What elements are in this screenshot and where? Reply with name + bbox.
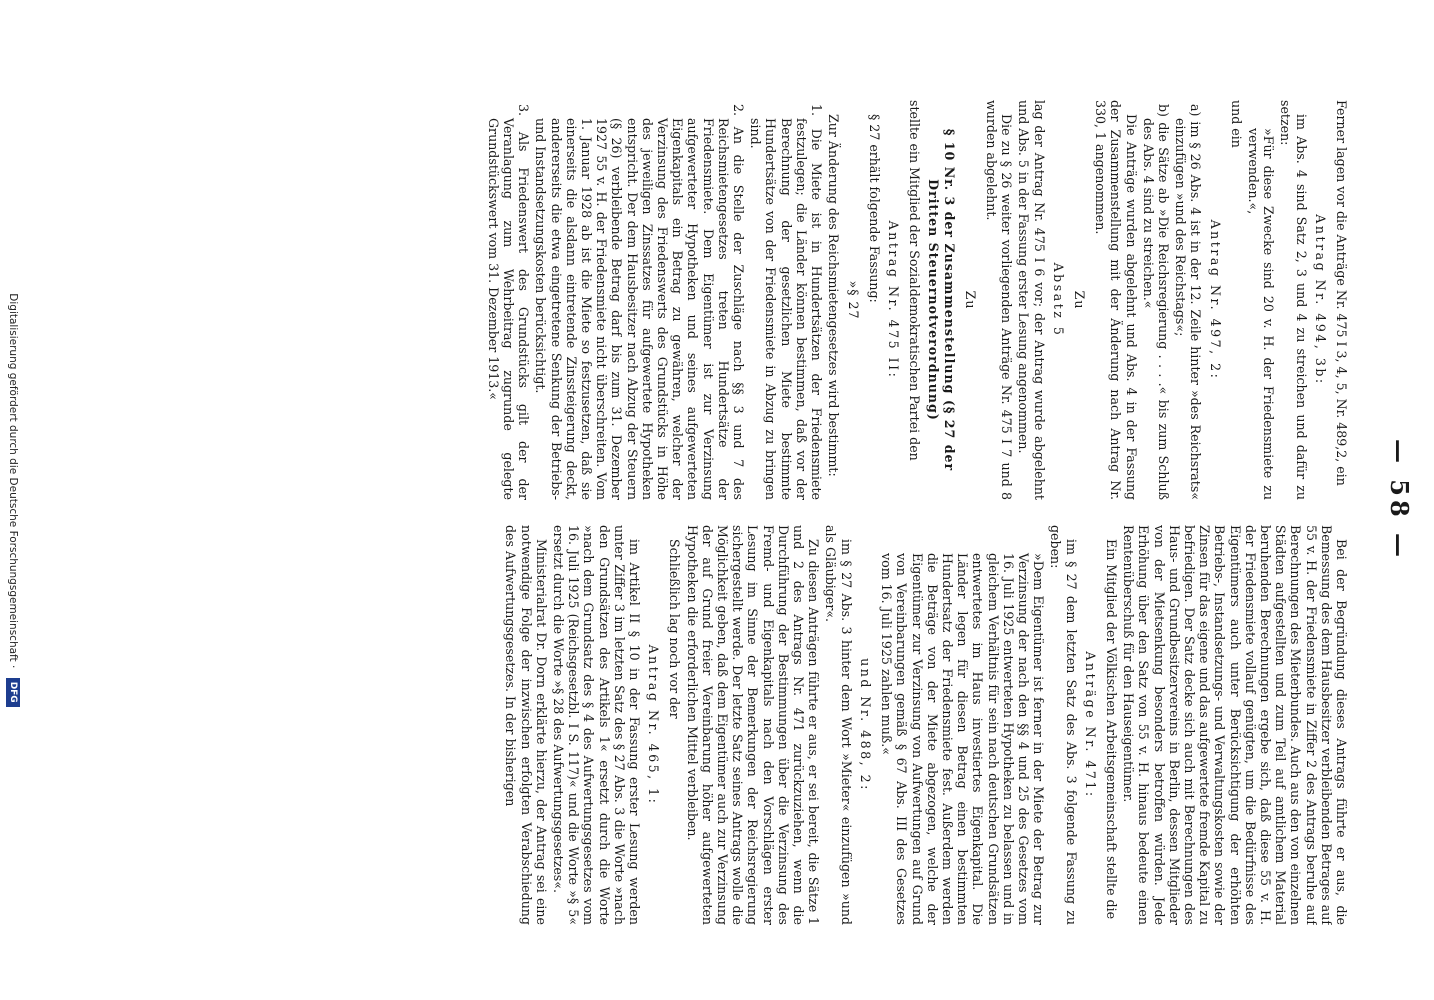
section-heading: § 10 Nr. 3 der Zusammenstellung (§ 27 der Dritten Steuernotverordnung) <box>926 128 957 472</box>
paragraph: Zur Änderung des Reichsmietengesetzes wird bestimmt: <box>826 114 842 477</box>
paragraph: Die Anträge wurden abgelehnt und Abs. 4 in der Fassung der Zusammenstellung mit der Änderung nach Antrag Nr. 330, 1 angenommen. <box>1093 100 1139 500</box>
paragraph: Zu diesen Anträgen führte er aus, er sei bereit, die Sätze 1 und 2 des Antrags Nr. 471 zurückzuziehen, wenn die Durchführung der Bestimmungen über die Verzinsung des Fremd- und Eigenkapitals nach den Vorschlägen erster Lesung im Sinne der Bemerkungen der Reichsregierung sichergestellt werde. Der letzte Satz seines Antrags wolle die Möglichkeit geben, daß dem Eigentümer auch zur Verzinsung der auf Grund freier Vereinbarung höher aufgewerteten Hypotheken die erforderlichen Mittel verbleiben. <box>684 525 822 925</box>
motion-heading: Antrag Nr. 494, 3b: <box>1312 214 1328 386</box>
quotation: »Dem Eigentümer ist ferner in der Miete der Betrag zur Verzinsung der nach den §§ 4 und 25 des Gesetzes vom 16. Juli 1925 entwerteten Hypotheken zu belassen und in gleichem Verhältnis für sein nach deutschen Grundsätzen entwertetes im Haus investiertes Eigenkapital. Die Länder legen für diesen Betrag einen bestimmten Hundertsatz der Friedensmiete fest. Außerdem werden die Beträge von der Miete abgezogen, welche der Eigentümer zur Verzinsung von Aufwertungen auf Grund von Vereinbarungen gemäß § 67 Abs. III des Gesetzes vom 16. Juli 1925 zahlen muß.« <box>879 553 1047 925</box>
list-item: 2. An die Stelle der Zuschläge nach §§ 3 und 7 des Reichsmietengesetzes treten Hundertsätze der Friedensmiete. Dem Eigentümer ist zur Verzinsung aufgewerteter Hypotheken und seines aufgewerteten Eigenkapitals ein Betrag zu gewähren, welcher der Verzinsung des Friedenswerts des Grundstücks in Höhe des jeweiligen Zinssatzes für aufgewertete Hypotheken entspricht. Der dem Hausbesitzer nach Abzug der Steuern (§ 26) verbleibende Betrag darf bis zum 31. Dezember 1927 55 v. H. der Friedensmiete nicht überschreiten. Vom 1. Januar 1928 ab ist die Miete so festzusetzen, daß sie einerseits die alsdann eintretende Zinssteigerung deckt, andererseits die etwa eingetretene Senkung der Betriebs- und Instandsetzungskosten berücksichtigt. <box>533 104 747 500</box>
list-item: 3. Als Friedenswert des Grundstücks gilt der der Veranlagung zum Wehrbeitrag zugrunde gelegte Grundstückswert vom 31. Dezember 1913.« <box>485 104 532 500</box>
list-item: b) die Sätze ab »Die Reichsregierung . . . .« bis zum Schluß des Abs. 4 sind zu streichen.« <box>1140 104 1171 500</box>
section-heading: Zu <box>1071 290 1087 310</box>
paragraph: im Artikel II § 10 in der Fassung erster Lesung werden unter Ziffer 3 im letzten Satz des § 27 Abs. 3 die Worte »nach den Grundsätzen des Artikels 1« ersetzt durch die Worte »nach dem Grundsatz des § 4 des Aufwertungsgesetzes vom 16. Juli 1925 (Reichsgesetzbl. I S. 117)« und die Worte »§ 5« ersetzt durch die Worte »§ 28 des Aufwertungsgesetzes«. <box>551 525 643 925</box>
motion-heading: Antrag Nr. 465, 1: <box>646 644 662 806</box>
paragraph: § 27 erhält folgende Fassung: <box>866 114 882 303</box>
motion-heading: Antrag Nr. 497, 2: <box>1207 219 1223 381</box>
section-heading: »§ 27 <box>845 280 861 320</box>
quotation: »Für diese Zwecke sind 20 v. H. der Friedensmiete zu verwenden.«, <box>1245 128 1277 500</box>
paragraph: im Abs. 4 sind Satz 2, 3 und 4 zu streichen und dafür zu setzen: <box>1278 100 1309 500</box>
page-number: — 58 — <box>1385 438 1414 562</box>
paragraph: Ministerialrat Dr. Dorn erklärte hierzu, der Antrag sei eine notwendige Folge der inzwischen erfolgten Verabschiedung des Aufwertungsgesetzes. In der bisherigen <box>503 525 549 925</box>
footer-text: Digitalisierung gefördert durch die Deutsche Forschungsgemeinschaft · <box>7 293 19 669</box>
paragraph: Ein Mitglied der Völkischen Arbeitsgemeinschaft stellte die <box>1103 539 1119 920</box>
list-item: a) im § 26 Abs. 4 ist in der 12. Zeile hinter »des Reichsrats« einzufügen »und des Reichstags«; <box>1173 104 1204 500</box>
right-column <box>104 525 1349 925</box>
paragraph: stellte ein Mitglied der Sozialdemokratischen Partei den <box>907 100 923 461</box>
paragraph: und ein <box>1228 100 1244 148</box>
motion-heading: Antrag Nr. 475 II: <box>885 220 901 380</box>
paragraph: lag der Antrag Nr. 475 I 6 vor; der Antrag wurde abgelehnt und Abs. 5 in der Fassung erster Lesung angenommen. <box>1016 100 1047 500</box>
motion-heading: und Nr. 488, 2: <box>857 658 873 792</box>
section-heading: Zu <box>962 290 978 310</box>
digitization-footer <box>0 0 26 1000</box>
paragraph: Schließlich lag noch vor der <box>667 539 683 719</box>
dfg-logo: DFG <box>6 678 20 707</box>
paragraph: Bei der Begründung dieses Antrags führte er aus, die Bemessung des dem Hausbesitzer verbleibenden Betrages auf 55 v. H. der Friedensmiete in Ziffer 2 des Antrags beruhe auf Berechnungen des Mieterbundes. Auch aus den von einzelnen Städten aufgestellten und zum Teil auf amtlichem Material beruhenden Berechnungen ergebe sich, daß diese 55 v. H. der Friedensmiete vollauf genügten, um die Bedürfnisse des Eigentümers auch unter Berücksichtigung der erhöhten Betriebs-, Instandsetzungs- und Verwaltungskosten sowie der Zinsen für das eigene und das aufgewertete fremde Kapital zu befriedigen. Der Satz decke sich auch mit Berechnungen des Haus- und Grundbesitzervereins in Berlin, dessen Mitglieder von der Mietsenkung besonders betroffen würden. Jede Erhöhung über den Satz von 55 v. H. hinaus bedeute einen Rentenüberschuß für den Hauseigentümer. <box>1121 525 1349 925</box>
left-column <box>104 100 1349 500</box>
paragraph: Die zu § 26 weiter vorliegenden Anträge Nr. 475 I 7 und 8 wurden abgelehnt. <box>983 100 1015 500</box>
motion-heading: Anträge Nr. 471: <box>1082 651 1098 799</box>
paragraph: im § 27 Abs. 3 hinter dem Wort »Mieter« einzufügen »und als Gläubiger«. <box>823 525 854 925</box>
paragraph: Ferner lagen vor die Anträge Nr. 475 I 3, 4, 5, Nr. 489,2, ein <box>1334 100 1349 486</box>
list-item: 1. Die Miete ist in Hundertsätzen der Friedensmiete festzulegen; die Länder können bestimmen, daß vor der Berechnung der gesetzlichen Miete bestimmte Hundertsätze von der Friedensmiete in Abzug zu bringen sind. <box>748 104 825 500</box>
paragraph: im § 27 dem letzten Satz des Abs. 3 folgende Fassung zu geben: <box>1048 525 1079 925</box>
section-heading: Absatz 5 <box>1050 262 1066 338</box>
